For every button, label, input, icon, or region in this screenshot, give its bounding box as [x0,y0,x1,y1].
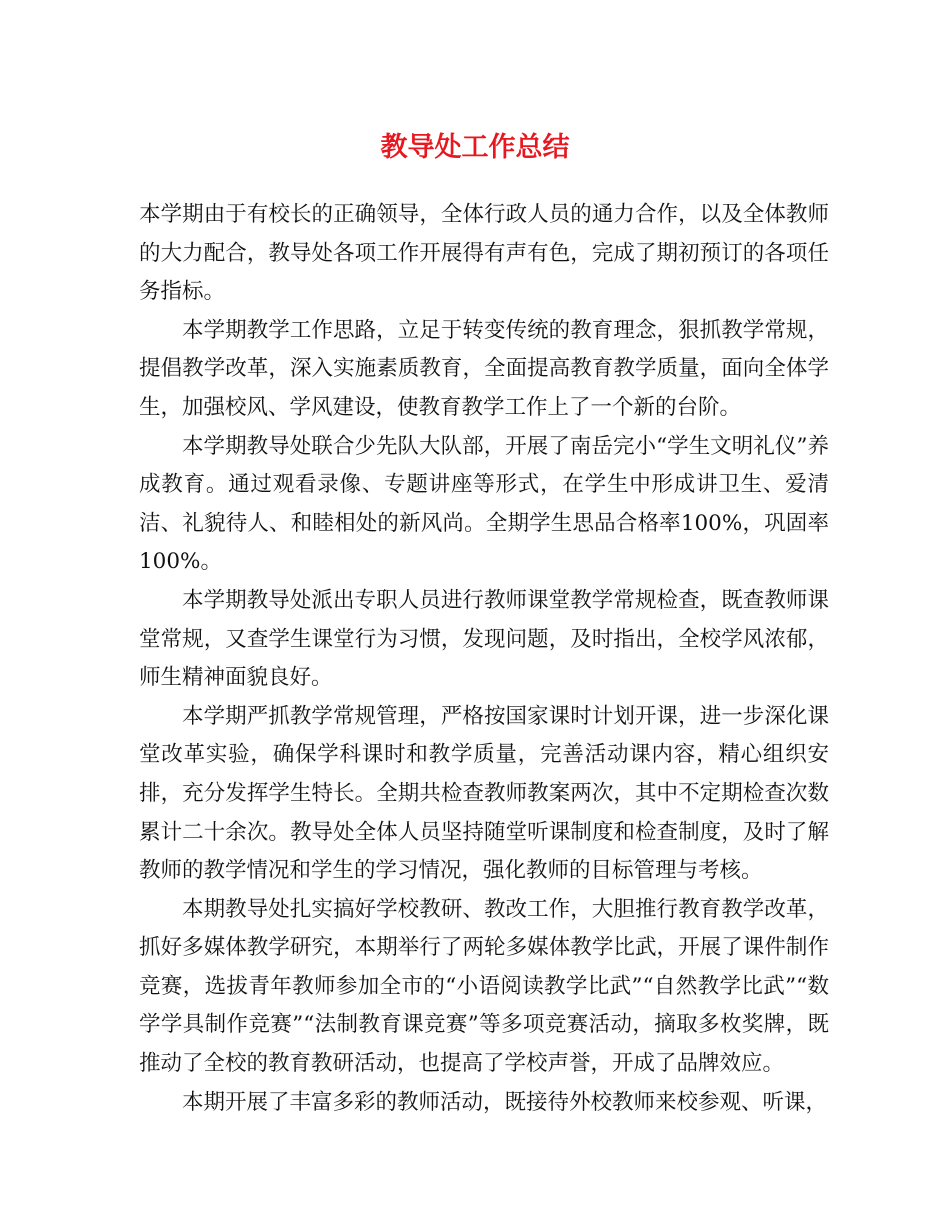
paragraph-6: 本期教导处扎实搞好学校教研、教改工作，大胆推行教育教学改革，抓好多媒体教学研究，本期举行了两轮多媒体教学比武，开展了课件制作竞赛，选拔青年教师参加全市的“小语阅读教学比武”“自然教学比武”“数学学具制作竞赛”“法制教育课竞赛”等多项竞赛活动，摘取多枚奖牌，既推动了全校的教育教研活动，也提高了学校声誉，开成了品牌效应。 [139,896,829,1077]
paragraph-2: 本学期教学工作思路，立足于转变传统的教育理念，狠抓教学常规，提倡教学改革，深入实施素质教育，全面提高教育教学质量，面向全体学生，加强校风、学风建设，使教育教学工作上了一个新的台阶。 [139,317,829,420]
paragraph-7: 本期开展了丰富多彩的教师活动，既接待外校教师来校参观、听课， [182,1089,828,1115]
paragraph-4: 本学期教导处派出专职人员进行教师课堂教学常规检查，既查教师课堂常规，又查学生课堂行为习惯，发现问题，及时指出，全校学风浓郁，师生精神面貌良好。 [139,587,829,691]
paragraph-3: 本学期教导处联合少先队大队部，开展了南岳完小“学生文明礼仪”养成教育。通过观看录像、专题讲座等形式，在学生中形成讲卫生、爱清洁、礼貌待人、和睦相处的新风尚。全期学生思品合格率100%，巩固率100%。 [139,433,829,575]
paragraph-5: 本学期严抓教学常规管理，严格按国家课时计划开课，进一步深化课堂改革实验，确保学科课时和教学质量，完善活动课内容，精心组织安排，充分发挥学生特长。全期共检查教师教案两次，其中不定期检查次数累计二十余次。教导处全体人员坚持随堂听课制度和检查制度，及时了解教师的教学情况和学生的学习情况，强化教师的目标管理与考核。 [139,703,829,884]
document-title: 教导处工作总结 [380,132,570,163]
document-body [139,196,829,1122]
paragraph-1: 本学期由于有校长的正确领导，全体行政人员的通力合作，以及全体教师的大力配合，教导处各项工作开展得有声有色，完成了期初预订的各项任务指标。 [139,202,829,305]
